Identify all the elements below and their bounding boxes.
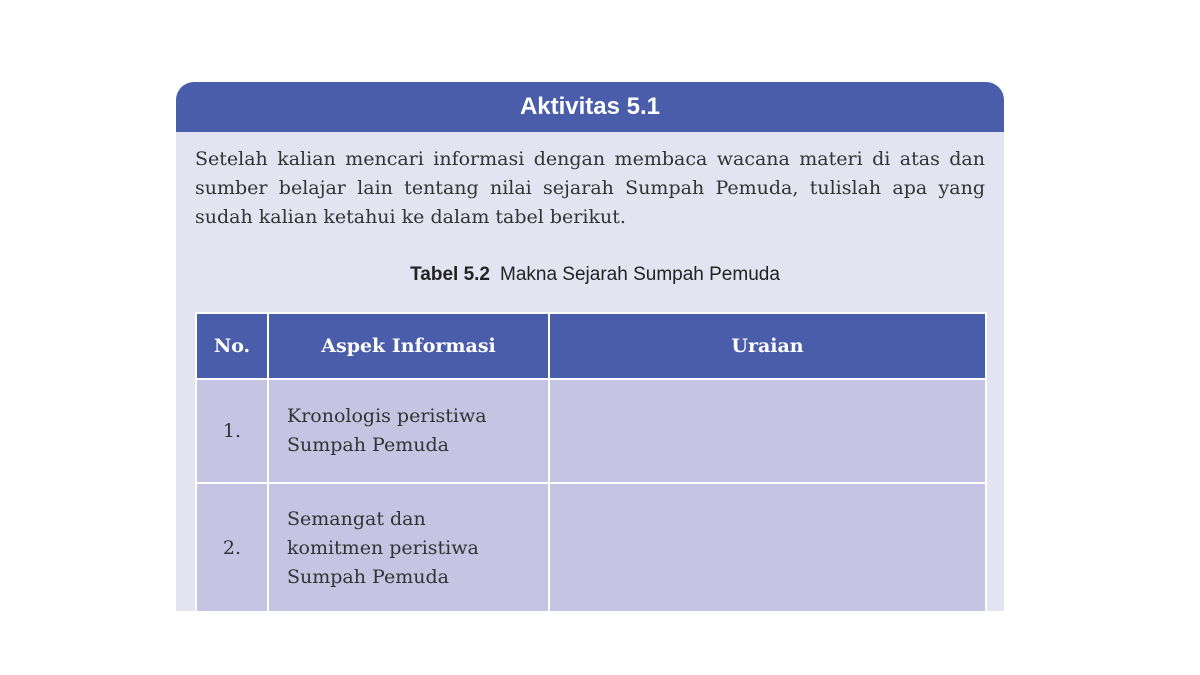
row-aspect-line: Kronologis peristiwa	[287, 405, 487, 427]
row-aspect	[268, 379, 549, 483]
row-aspect	[268, 483, 549, 611]
header-aspect: Aspek Informasi	[268, 313, 549, 379]
activity-intro-text: Setelah kalian mencari informasi dengan membaca wacana materi di atas dan sumber belajar lain tentang nilai sejarah Sumpah Pemuda, tulislah apa yang sudah kalian ketahui ke dalam tabel berikut.	[195, 148, 985, 228]
row-aspect-line: Sumpah Pemuda	[287, 565, 449, 588]
row-aspect-line: komitmen peristiwa	[287, 536, 479, 559]
header-no: No.	[196, 313, 268, 379]
row-aspect-line: Sumpah Pemuda	[287, 434, 449, 456]
row-aspect-line: Semangat dan	[287, 507, 426, 530]
header-description: Uraian	[549, 313, 986, 379]
info-table	[195, 312, 987, 611]
table-caption	[176, 264, 1004, 286]
table-row	[196, 379, 986, 483]
table-header-row	[196, 313, 986, 379]
row-number: 1.	[196, 379, 268, 483]
row-description	[549, 483, 986, 611]
table-caption-title: Makna Sejarah Sumpah Pemuda	[500, 264, 780, 285]
activity-box	[176, 82, 1004, 611]
activity-title: Aktivitas 5.1	[176, 82, 1004, 132]
table-caption-number: Tabel 5.2	[410, 264, 490, 285]
row-description	[549, 379, 986, 483]
row-number: 2.	[196, 483, 268, 611]
table-row	[196, 483, 986, 611]
